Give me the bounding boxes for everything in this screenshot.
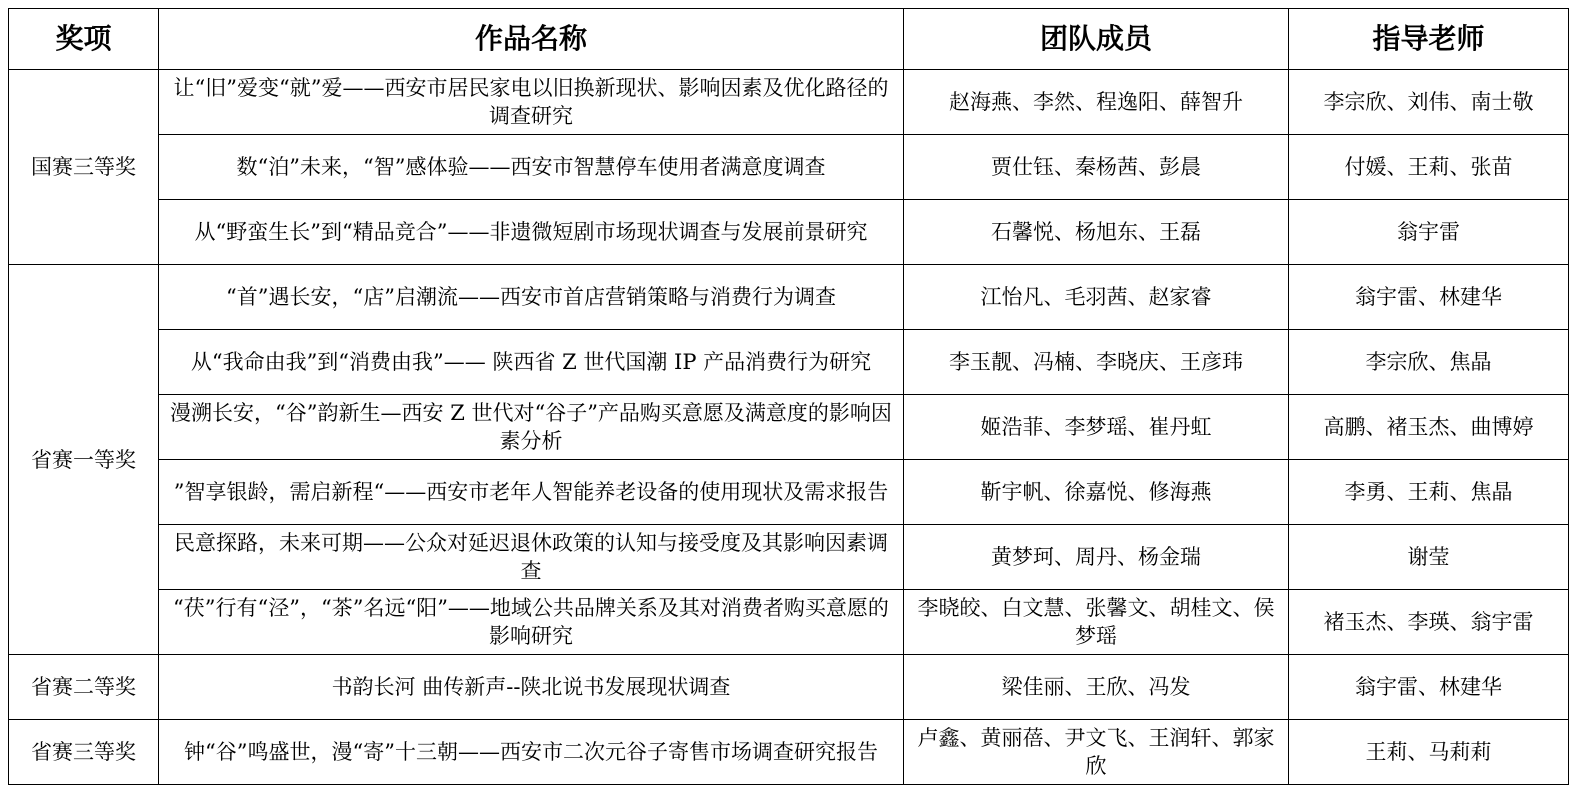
title-cell: 让“旧”爱变“就”爱——西安市居民家电以旧换新现状、影响因素及优化路径的调查研究 (159, 70, 904, 135)
teacher-cell: 褚玉杰、李瑛、翁宇雷 (1289, 590, 1569, 655)
title-cell: “首”遇长安，“店”启潮流——西安市首店营销策略与消费行为调查 (159, 265, 904, 330)
teacher-cell: 翁宇雷、林建华 (1289, 655, 1569, 720)
team-cell: 李玉靓、冯楠、李晓庆、王彦玮 (904, 330, 1289, 395)
teacher-cell: 李宗欣、焦晶 (1289, 330, 1569, 395)
title-cell: ”智享银龄，需启新程“——西安市老年人智能养老设备的使用现状及需求报告 (159, 460, 904, 525)
table-row (9, 200, 1569, 265)
title-cell: 数“泊”未来，“智”感体验——西安市智慧停车使用者满意度调查 (159, 135, 904, 200)
title-cell: 书韵长河 曲传新声--陕北说书发展现状调查 (159, 655, 904, 720)
team-cell: 黄梦珂、周丹、杨金瑞 (904, 525, 1289, 590)
award-cell: 省赛三等奖 (9, 720, 159, 785)
title-cell: “茯”行有“泾”，“茶”名远“阳”——地域公共品牌关系及其对消费者购买意愿的影响研究 (159, 590, 904, 655)
table-row (9, 655, 1569, 720)
table-row (9, 525, 1569, 590)
teacher-cell: 高鹏、褚玉杰、曲博婷 (1289, 395, 1569, 460)
table-row (9, 395, 1569, 460)
table-row (9, 70, 1569, 135)
title-cell: 从“野蛮生长”到“精品竞合”——非遗微短剧市场现状调查与发展前景研究 (159, 200, 904, 265)
header-award: 奖项 (9, 9, 159, 70)
title-cell: 钟“谷”鸣盛世，漫“寄”十三朝——西安市二次元谷子寄售市场调查研究报告 (159, 720, 904, 785)
team-cell: 梁佳丽、王欣、冯发 (904, 655, 1289, 720)
header-teacher: 指导老师 (1289, 9, 1569, 70)
awards-table (8, 8, 1569, 785)
award-cell: 国赛三等奖 (9, 70, 159, 265)
header-team: 团队成员 (904, 9, 1289, 70)
teacher-cell: 翁宇雷、林建华 (1289, 265, 1569, 330)
team-cell: 李晓皎、白文慧、张馨文、胡桂文、侯梦瑶 (904, 590, 1289, 655)
header-title: 作品名称 (159, 9, 904, 70)
table-row (9, 265, 1569, 330)
award-cell: 省赛二等奖 (9, 655, 159, 720)
team-cell: 卢鑫、黄丽蓓、尹文飞、王润轩、郭家欣 (904, 720, 1289, 785)
teacher-cell: 谢莹 (1289, 525, 1569, 590)
teacher-cell: 李宗欣、刘伟、南士敬 (1289, 70, 1569, 135)
team-cell: 赵海燕、李然、程逸阳、薛智升 (904, 70, 1289, 135)
teacher-cell: 王莉、马莉莉 (1289, 720, 1569, 785)
title-cell: 从“我命由我”到“消费由我”—— 陕西省 Z 世代国潮 IP 产品消费行为研究 (159, 330, 904, 395)
team-cell: 江怡凡、毛羽茜、赵家睿 (904, 265, 1289, 330)
table-row (9, 135, 1569, 200)
teacher-cell: 付媛、王莉、张苗 (1289, 135, 1569, 200)
award-cell: 省赛一等奖 (9, 265, 159, 655)
team-cell: 姬浩菲、李梦瑶、崔丹虹 (904, 395, 1289, 460)
table-row (9, 330, 1569, 395)
table-row (9, 720, 1569, 785)
teacher-cell: 翁宇雷 (1289, 200, 1569, 265)
table-row (9, 460, 1569, 525)
teacher-cell: 李勇、王莉、焦晶 (1289, 460, 1569, 525)
title-cell: 民意探路，未来可期——公众对延迟退休政策的认知与接受度及其影响因素调查 (159, 525, 904, 590)
table-row (9, 590, 1569, 655)
team-cell: 贾仕钰、秦杨茜、彭晨 (904, 135, 1289, 200)
header-row (9, 9, 1569, 70)
title-cell: 漫溯长安，“谷”韵新生—西安 Z 世代对“谷子”产品购买意愿及满意度的影响因素分析 (159, 395, 904, 460)
team-cell: 石馨悦、杨旭东、王磊 (904, 200, 1289, 265)
team-cell: 靳宇帆、徐嘉悦、修海燕 (904, 460, 1289, 525)
